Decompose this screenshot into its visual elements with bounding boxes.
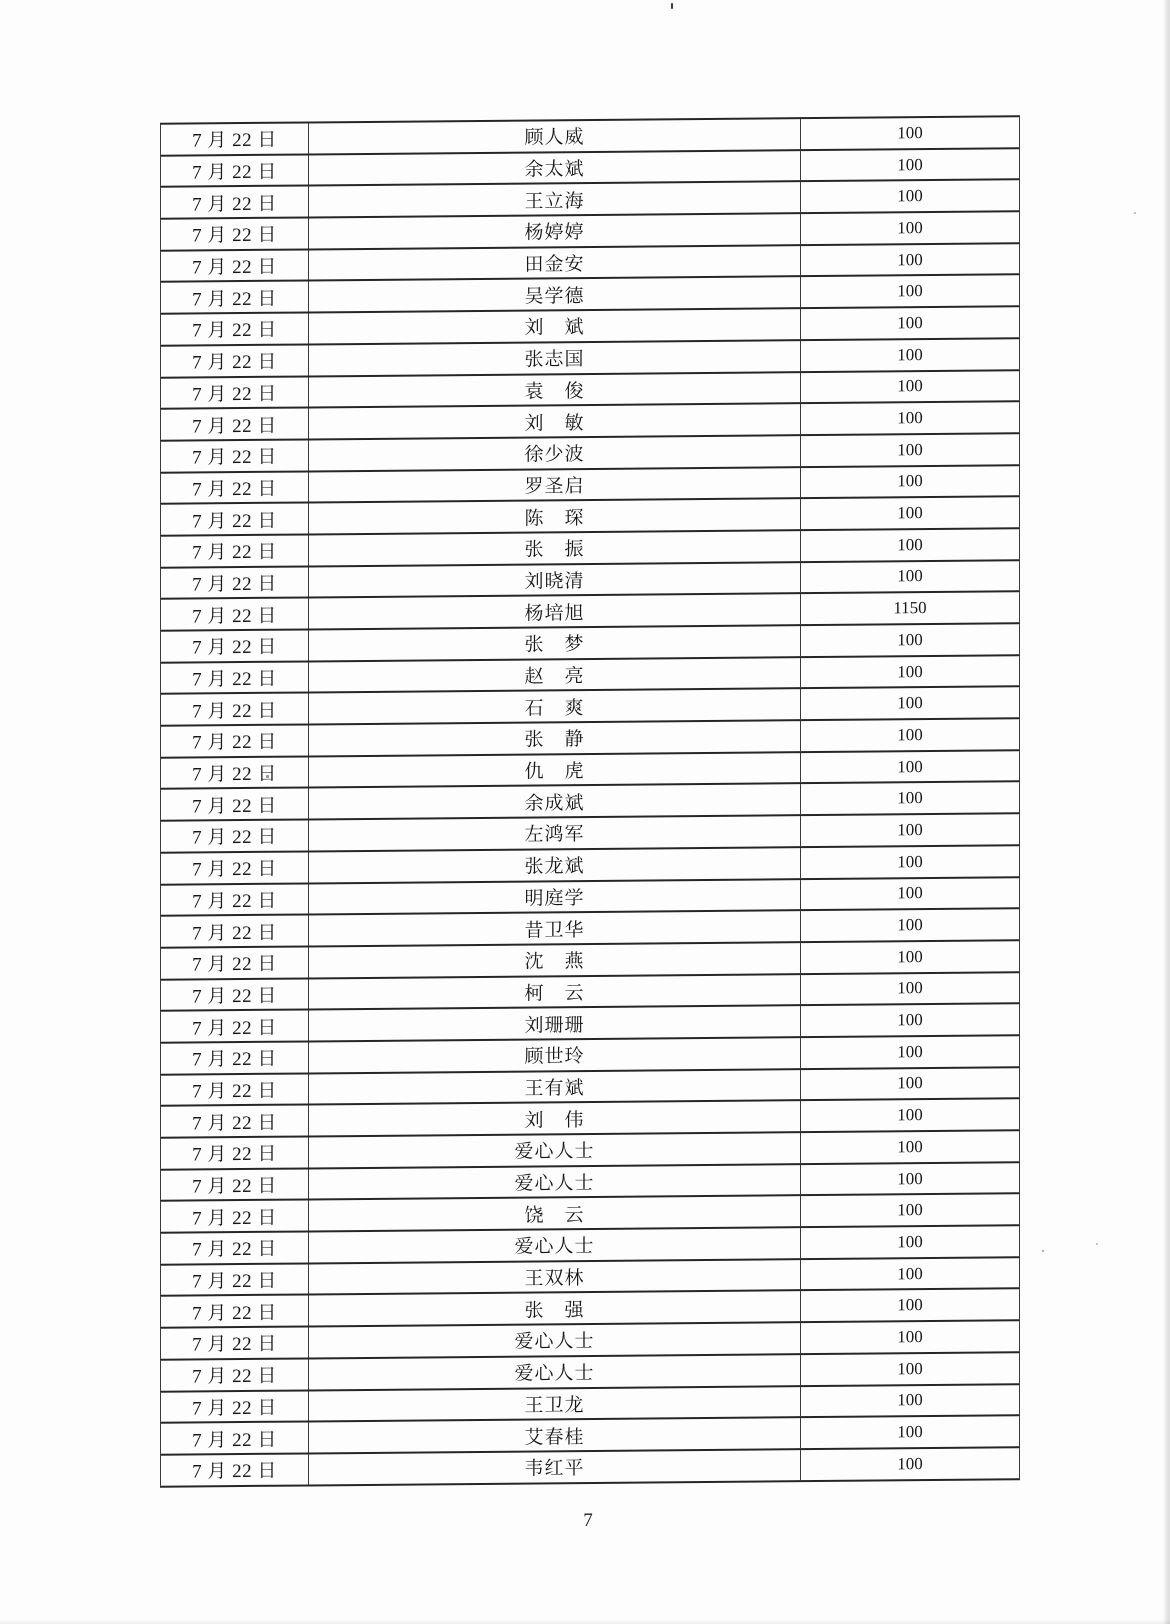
table-row (161, 1447, 1020, 1486)
date-cell: 7 月 22 日 (161, 439, 309, 472)
date-cell: 7 月 22 日 (161, 122, 309, 155)
date-cell: 7 月 22 日 (161, 281, 309, 314)
date-cell: 7 月 22 日 (161, 915, 309, 948)
date-cell: 7 月 22 日 (161, 154, 309, 187)
table-body (161, 116, 1020, 1486)
name-cell: 杨婷婷 (309, 213, 801, 249)
amount-cell: 100 (801, 940, 1020, 974)
date-cell: 7 月 22 日 (161, 756, 309, 789)
date-cell: 7 月 22 日 (161, 566, 309, 599)
name-cell: 左鸿军 (309, 815, 801, 851)
amount-cell: 100 (801, 1099, 1020, 1133)
amount-cell: 100 (801, 1415, 1020, 1449)
date-cell: 7 月 22 日 (161, 1168, 309, 1201)
amount-cell: 100 (801, 275, 1020, 309)
name-cell: 顾人威 (309, 118, 801, 154)
amount-cell: 100 (801, 655, 1020, 689)
amount-cell: 100 (801, 180, 1020, 214)
date-cell: 7 月 22 日 (161, 693, 309, 726)
name-cell: 昔卫华 (309, 910, 801, 946)
amount-cell: 100 (801, 845, 1020, 879)
date-cell: 7 月 22 日 (161, 1200, 309, 1233)
name-cell: 张 强 (309, 1291, 801, 1327)
date-cell: 7 月 22 日 (161, 1105, 309, 1138)
amount-cell: 100 (801, 1194, 1020, 1228)
date-cell: 7 月 22 日 (161, 376, 309, 409)
amount-cell: 100 (801, 877, 1020, 911)
date-cell: 7 月 22 日 (161, 661, 309, 694)
name-cell: 饶 云 (309, 1196, 801, 1232)
amount-cell: 100 (801, 813, 1020, 847)
amount-cell: 100 (801, 1130, 1020, 1164)
name-cell: 张龙斌 (309, 847, 801, 883)
date-cell: 7 月 22 日 (161, 1041, 309, 1074)
amount-cell: 100 (801, 1004, 1020, 1038)
name-cell: 罗圣启 (309, 467, 801, 503)
date-cell: 7 月 22 日 (161, 534, 309, 567)
date-cell: 7 月 22 日 (161, 503, 309, 536)
date-cell: 7 月 22 日 (161, 1390, 309, 1423)
name-cell: 爱心人士 (309, 1354, 801, 1390)
page-number: 7 (583, 1510, 593, 1531)
name-cell: 明庭学 (309, 879, 801, 915)
amount-cell: 100 (801, 370, 1020, 404)
amount-cell: 100 (801, 433, 1020, 467)
date-cell: 7 月 22 日 (161, 1010, 309, 1043)
name-cell: 王立海 (309, 182, 801, 218)
amount-cell: 100 (801, 148, 1020, 182)
name-cell: 张 静 (309, 720, 801, 756)
date-cell: 7 月 22 日 (161, 598, 309, 631)
name-cell: 王双林 (309, 1259, 801, 1295)
amount-cell: 100 (801, 306, 1020, 340)
name-cell: 刘 斌 (309, 308, 801, 344)
name-cell: 余成斌 (309, 784, 801, 820)
amount-cell: 100 (801, 116, 1020, 150)
amount-cell: 100 (801, 211, 1020, 245)
amount-cell: 100 (801, 1289, 1020, 1323)
date-cell: 7 月 22 日 (161, 725, 309, 758)
date-cell: 7 月 22 日 (161, 1073, 309, 1106)
name-cell: 徐少波 (309, 435, 801, 471)
amount-cell: 100 (801, 1035, 1020, 1069)
name-cell: 赵 亮 (309, 657, 801, 693)
amount-cell: 100 (801, 972, 1020, 1006)
name-cell: 刘珊珊 (309, 1005, 801, 1041)
name-cell: 爱心人士 (309, 1227, 801, 1263)
scan-speck (1096, 1243, 1098, 1245)
amount-cell: 100 (801, 908, 1020, 942)
amount-cell: 100 (801, 1352, 1020, 1386)
name-cell: 刘晓清 (309, 562, 801, 598)
amount-cell: 100 (801, 497, 1020, 531)
amount-cell: 100 (801, 623, 1020, 657)
date-cell: 7 月 22 日 (161, 218, 309, 251)
amount-cell: 100 (801, 687, 1020, 721)
name-cell: 爱心人士 (309, 1322, 801, 1358)
amount-cell: 100 (801, 243, 1020, 277)
name-cell: 袁 俊 (309, 372, 801, 408)
name-cell: 陈 琛 (309, 498, 801, 534)
date-cell: 7 月 22 日 (161, 408, 309, 441)
name-cell: 张志国 (309, 340, 801, 376)
date-cell: 7 月 22 日 (161, 186, 309, 219)
name-cell: 韦红平 (309, 1449, 801, 1485)
amount-cell: 100 (801, 782, 1020, 816)
name-cell: 杨培旭 (309, 593, 801, 629)
date-cell: 7 月 22 日 (161, 1358, 309, 1391)
amount-cell: 100 (801, 1320, 1020, 1354)
date-cell: 7 月 22 日 (161, 1263, 309, 1296)
amount-cell: 100 (801, 560, 1020, 594)
name-cell: 余太斌 (309, 150, 801, 186)
date-cell: 7 月 22 日 (161, 851, 309, 884)
name-cell: 张 振 (309, 530, 801, 566)
amount-cell: 1150 (801, 592, 1020, 626)
date-cell: 7 月 22 日 (161, 978, 309, 1011)
name-cell: 沈 燕 (309, 942, 801, 978)
name-cell: 爱心人士 (309, 1132, 801, 1168)
date-cell: 7 月 22 日 (161, 249, 309, 282)
amount-cell: 100 (801, 1162, 1020, 1196)
date-cell: 7 月 22 日 (161, 629, 309, 662)
date-cell: 7 月 22 日 (161, 1295, 309, 1328)
date-cell: 7 月 22 日 (161, 344, 309, 377)
amount-cell: 100 (801, 1067, 1020, 1101)
amount-cell: 100 (801, 1384, 1020, 1418)
date-cell: 7 月 22 日 (161, 946, 309, 979)
date-cell: 7 月 22 日 (161, 883, 309, 916)
name-cell: 仇 虎 (309, 752, 801, 788)
name-cell: 张 梦 (309, 625, 801, 661)
name-cell: 吴学德 (309, 277, 801, 313)
amount-cell: 100 (801, 465, 1020, 499)
name-cell: 柯 云 (309, 974, 801, 1010)
scan-speck (1042, 1250, 1044, 1252)
date-cell: 7 月 22 日 (161, 820, 309, 853)
date-cell: 7 月 22 日 (161, 1422, 309, 1455)
amount-cell: 100 (801, 1225, 1020, 1259)
date-cell: 7 月 22 日 (161, 1453, 309, 1486)
name-cell: 王有斌 (309, 1069, 801, 1105)
date-cell: 7 月 22 日 (161, 1136, 309, 1169)
scan-speck (1134, 212, 1136, 214)
name-cell: 顾世玲 (309, 1037, 801, 1073)
amount-cell: 100 (801, 718, 1020, 752)
date-cell: 7 月 22 日 (161, 313, 309, 346)
name-cell: 石 爽 (309, 689, 801, 725)
scan-edge-shadow-right (1163, 0, 1170, 1624)
name-cell: 爱心人士 (309, 1164, 801, 1200)
date-cell: 7 月 22 日 (161, 471, 309, 504)
name-cell: 田金安 (309, 245, 801, 281)
amount-cell: 100 (801, 401, 1020, 435)
name-cell: 王卫龙 (309, 1386, 801, 1422)
name-cell: 刘 伟 (309, 1100, 801, 1136)
amount-cell: 100 (801, 338, 1020, 372)
amount-cell: 100 (801, 1447, 1020, 1481)
date-cell: 7 月 22 日 (161, 788, 309, 821)
name-cell: 刘 敏 (309, 403, 801, 439)
amount-cell: 100 (801, 1257, 1020, 1291)
donation-table (160, 115, 1020, 1487)
name-cell: 艾春桂 (309, 1417, 801, 1453)
scan-speck (671, 3, 673, 9)
amount-cell: 100 (801, 750, 1020, 784)
date-cell: 7 月 22 日 (161, 1232, 309, 1265)
scan-edge-shadow-bottom (0, 1619, 1170, 1624)
date-cell: 7 月 22 日 (161, 1327, 309, 1360)
amount-cell: 100 (801, 528, 1020, 562)
